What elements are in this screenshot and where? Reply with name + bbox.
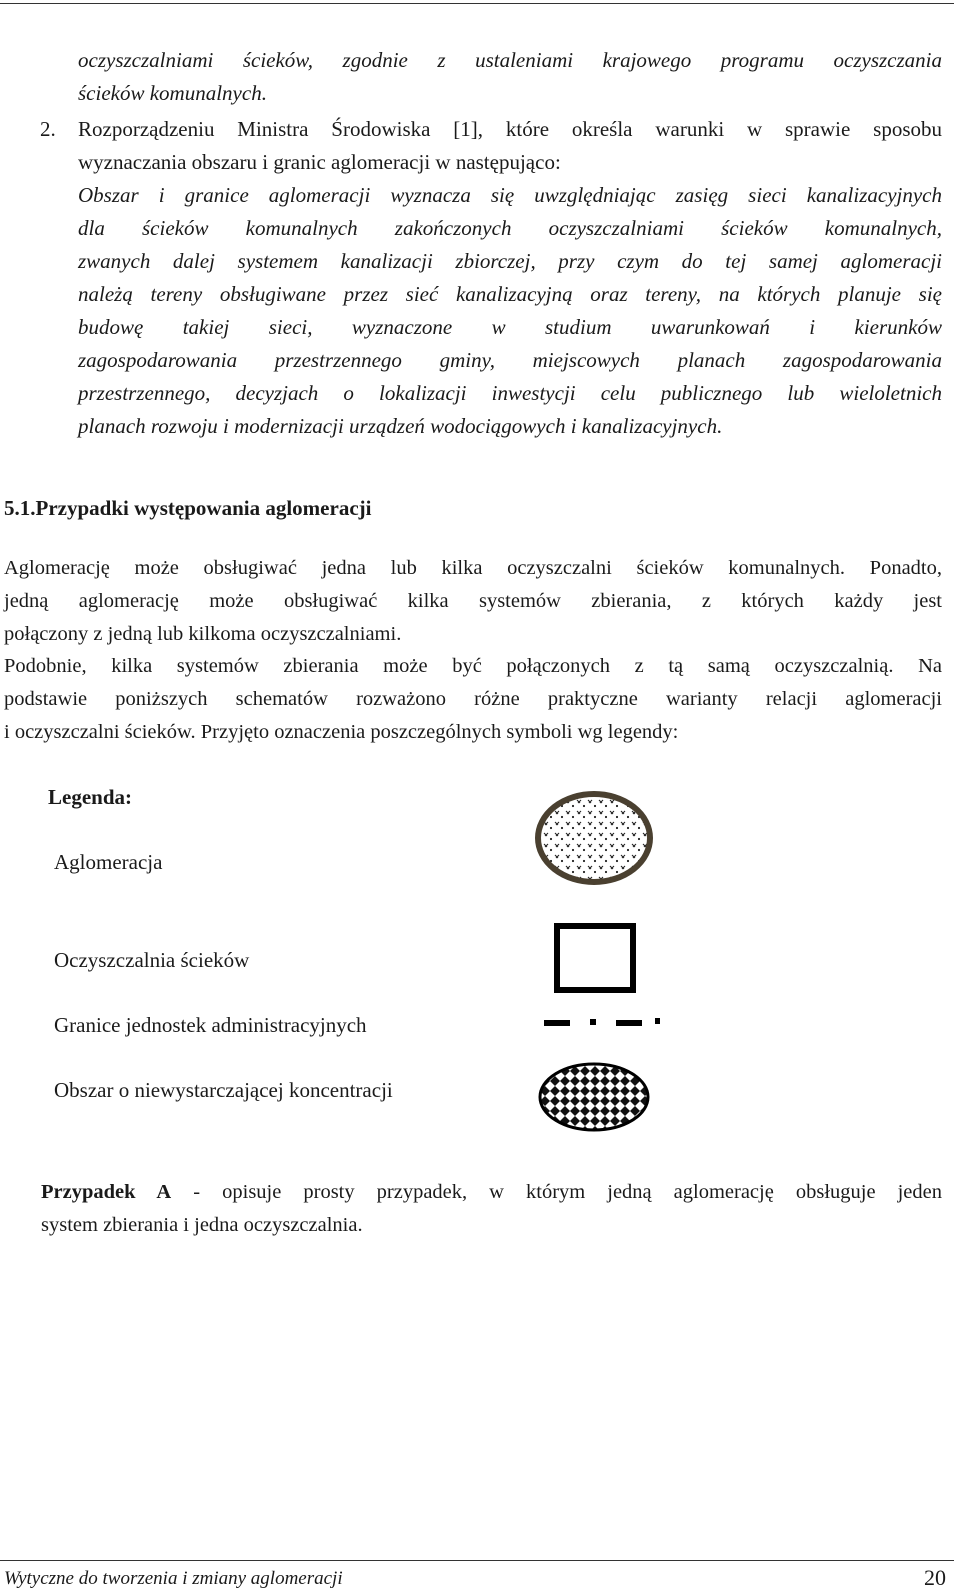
intro-line-2: ścieków komunalnych. [78, 81, 267, 105]
para2-line-1: Podobnie, kilka systemów zbierania może być połączonych z tą samą oczyszczalnią. Na [4, 655, 942, 677]
item2-line-2: wyznaczania obszaru i granic aglomeracji w następująco: [78, 150, 561, 174]
legend-label-granice: Granice jednostek administracyjnych [54, 1013, 367, 1037]
quote-line-1: Obszar i granice aglomeracji wyznacza się uwzględniając zasięg sieci kanalizacyjnych [78, 183, 942, 207]
page-number: 20 [924, 1565, 946, 1590]
checkered-ellipse-icon [540, 1064, 648, 1130]
intro-line-1: oczyszczalniami ścieków, zgodnie z ustaleniami krajowego programu oczyszczania [78, 48, 942, 72]
legend-label-obszar: Obszar o niewystarczającej koncentracji [54, 1078, 393, 1102]
dotted-ellipse-icon [538, 794, 650, 882]
legend-symbols [520, 786, 680, 1136]
quote-line-7: przestrzennego, decyzjach o lokalizacji inwestycji celu publicznego lub wieloletnich [78, 381, 942, 405]
quote-line-8: planach rozwoju i modernizacji urządzeń wodociągowych i kanalizacyjnych. [78, 414, 723, 438]
case-a-line-2: system zbierania i jedna oczyszczalnia. [41, 1214, 363, 1236]
case-a-label: Przypadek A [41, 1181, 172, 1203]
quote-line-3: zwanych dalej systemem kanalizacji zbiorczej, przy czym do tej samej aglomeracji [78, 249, 942, 273]
case-a-text-1: - opisuje prosty przypadek, w którym jedną aglomerację obsługuje jeden [171, 1181, 942, 1203]
legend-label-oczyszczalnia: Oczyszczalnia ścieków [54, 948, 250, 972]
footer-rule [0, 1560, 954, 1561]
quote-line-4: należą tereny obsługiwane przez sieć kanalizacyjną oraz tereny, na których planuje się [78, 282, 942, 306]
footer-title: Wytyczne do tworzenia i zmiany aglomeracji [4, 1568, 343, 1589]
quote-line-6: zagospodarowania przestrzennego gminy, miejscowych planach zagospodarowania [78, 348, 942, 372]
section-heading: 5.1.Przypadki występowania aglomeracji [4, 496, 372, 520]
top-rule [0, 3, 954, 4]
legend-title: Legenda: [48, 785, 132, 809]
square-outline-icon [557, 926, 633, 990]
item2-number: 2. [40, 117, 56, 141]
dash-dot-line-icon [544, 1018, 660, 1026]
para1-line-1: Aglomerację może obsługiwać jedna lub kilka oczyszczalni ścieków komunalnych. Ponadto, [4, 557, 942, 579]
legend-label-aglomeracja: Aglomeracja [54, 850, 163, 874]
item2-line-1: Rozporządzeniu Ministra Środowiska [1], które określa warunki w sprawie sposobu [78, 117, 942, 141]
para1-line-3: połączony z jedną lub kilkoma oczyszczalniami. [4, 623, 402, 645]
para2-line-3: i oczyszczalni ścieków. Przyjęto oznaczenia poszczególnych symboli wg legendy: [4, 721, 679, 743]
case-a-line-1 [41, 1176, 942, 1208]
quote-line-2: dla ścieków komunalnych zakończonych oczyszczalniami ścieków komunalnych, [78, 216, 942, 240]
quote-line-5: budowę takiej sieci, wyznaczone w studium uwarunkowań i kierunków [78, 315, 942, 339]
para2-line-2: podstawie poniższych schematów rozważono różne praktyczne warianty relacji aglomeracji [4, 688, 942, 710]
para1-line-2: jedną aglomerację może obsługiwać kilka systemów zbierania, z których każdy jest [4, 590, 942, 612]
